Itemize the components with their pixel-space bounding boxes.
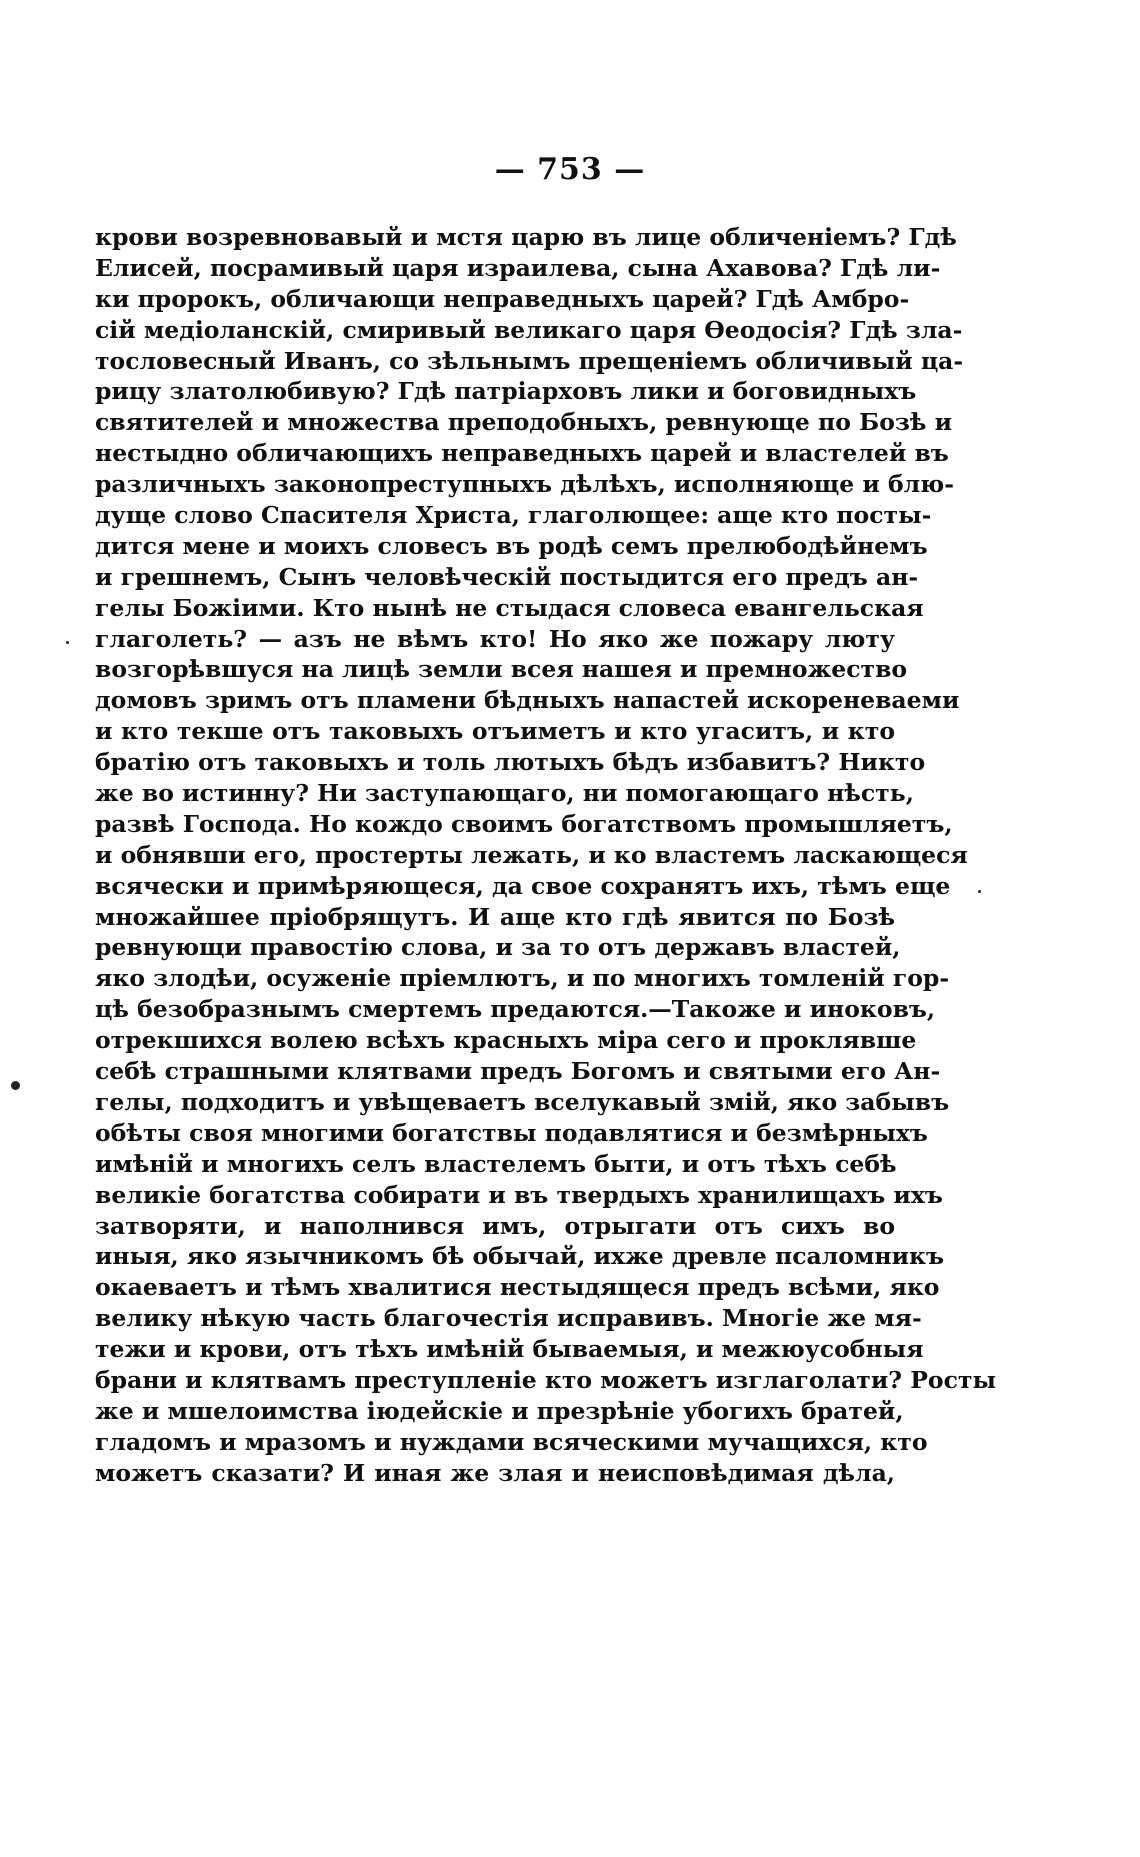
- text-line: ревнующи правостію слова, и за то отъ державъ властей,: [95, 933, 901, 962]
- dust-speck: [66, 641, 69, 644]
- text-line: затворяти, и наполнився имъ, отрыгати отъ сихъ во: [95, 1211, 895, 1240]
- text-line: гладомъ и мразомъ и нуждами всяческими мучащихся, кто: [95, 1427, 928, 1456]
- text-line: нестыдно обличающихъ неправедныхъ царей и властелей въ: [95, 439, 949, 468]
- text-line: святителей и множества преподобныхъ, ревнующе по Бозѣ и: [95, 408, 953, 437]
- text-line: же во истинну? Ни заступающаго, ни помогающаго нѣсть,: [95, 779, 914, 808]
- text-line: различныхъ законопреступныхъ дѣлѣхъ, исполняюще и блю-: [95, 470, 955, 499]
- text-line: сій медіоланскій, смиривый великаго царя Өеодосія? Гдѣ зла-: [95, 315, 963, 344]
- text-line: иныя, яко язычникомъ бѣ обычай, ихже древле псаломникъ: [95, 1242, 945, 1271]
- text-line: развѣ Господа. Но кождо своимъ богатствомъ промышляетъ,: [95, 809, 953, 838]
- text-line: гелы Божіими. Кто нынѣ не стыдася словеса евангельская: [95, 593, 924, 622]
- text-line: братію отъ таковыхъ и толь лютыхъ бѣдъ избавитъ? Никто: [95, 748, 926, 777]
- text-line: и кто текше отъ таковыхъ отъиметъ и кто угаситъ, и кто: [95, 717, 895, 746]
- text-line: всячески и примѣряющеся, да свое сохранятъ ихъ, тѣмъ еще: [95, 871, 951, 900]
- text-line: яко злодѣи, осуженіе пріемлютъ, и по многихъ томленій гор-: [95, 964, 950, 993]
- text-line: себѣ страшными клятвами предъ Богомъ и святыми его Ан-: [95, 1057, 941, 1086]
- text-line: ки пророкъ, обличающи неправедныхъ царей? Гдѣ Амбро-: [95, 284, 910, 313]
- text-line: тословесный Иванъ, со зѣльнымъ прещеніемъ обличивый ца-: [95, 346, 964, 375]
- text-line: крови возревновавый и мстя царю въ лице обличеніемъ? Гдѣ: [95, 223, 957, 251]
- body-text: [95, 222, 997, 1489]
- text-line: и обнявши его, простерты лежать, и ко властемъ ласкающеся: [95, 840, 968, 869]
- text-line: гелы, подходитъ и увѣщеваетъ вселукавый змій, яко забывъ: [95, 1087, 950, 1116]
- dust-speck: [978, 890, 981, 893]
- text-line: и грешнемъ, Сынъ человѣческій постыдится его предъ ан-: [95, 562, 919, 591]
- text-line: Елисей, посрамивый царя израилева, сына Ахавова? Гдѣ ли-: [95, 253, 941, 282]
- text-line: дится мене и моихъ словесъ въ родѣ семъ прелюбодѣйнемъ: [95, 531, 928, 560]
- text-line: цѣ безобразнымъ смертемъ предаются.—Такоже и иноковъ,: [95, 995, 936, 1024]
- text-line: глаголеть? — азъ не вѣмъ кто! Но яко же пожару люту: [95, 624, 895, 653]
- text-line: великіе богатства собирати и въ твердыхъ хранилищахъ ихъ: [95, 1180, 943, 1209]
- text-line: окаеваетъ и тѣмъ хвалитися нестыдящеся предъ всѣми, яко: [95, 1273, 940, 1302]
- text-line: велику нѣкую часть благочестія исправивъ. Многіе же мя-: [95, 1304, 922, 1333]
- text-line: брани и клятвамъ преступленіе кто можетъ изглаголати? Росты: [95, 1365, 997, 1394]
- page-number: — 753 —: [494, 152, 646, 187]
- text-line: можетъ сказати? И иная же злая и неисповѣдимая дѣла,: [95, 1458, 895, 1487]
- text-line: возгорѣвшуся на лицѣ земли всея нашея и премножество: [95, 655, 908, 684]
- text-line: же и мшелоимства іюдейскіе и презрѣніе убогихъ братей,: [95, 1396, 904, 1425]
- text-line: множайшее пріобрящутъ. И аще кто гдѣ явится по Бозѣ: [95, 902, 895, 931]
- dust-speck: [11, 1081, 20, 1090]
- text-line: тежи и крови, отъ тѣхъ имѣній бываемыя, и межюусобныя: [95, 1335, 924, 1364]
- text-line: имѣній и многихъ селъ властелемъ быти, и отъ тѣхъ себѣ: [95, 1149, 897, 1178]
- text-line: домовъ зримъ отъ пламени бѣдныхъ напастей искореневаеми: [95, 686, 960, 715]
- text-line: обѣты своя многими богатствы подавлятися и безмѣрныхъ: [95, 1118, 928, 1147]
- text-line: дуще слово Спасителя Христа, глаголющее: аще кто посты-: [95, 501, 932, 530]
- text-line: отрекшихся волею всѣхъ красныхъ міра сего и проклявше: [95, 1026, 917, 1055]
- text-line: рицу златолюбивую? Гдѣ патріарховъ лики и боговидныхъ: [95, 377, 917, 406]
